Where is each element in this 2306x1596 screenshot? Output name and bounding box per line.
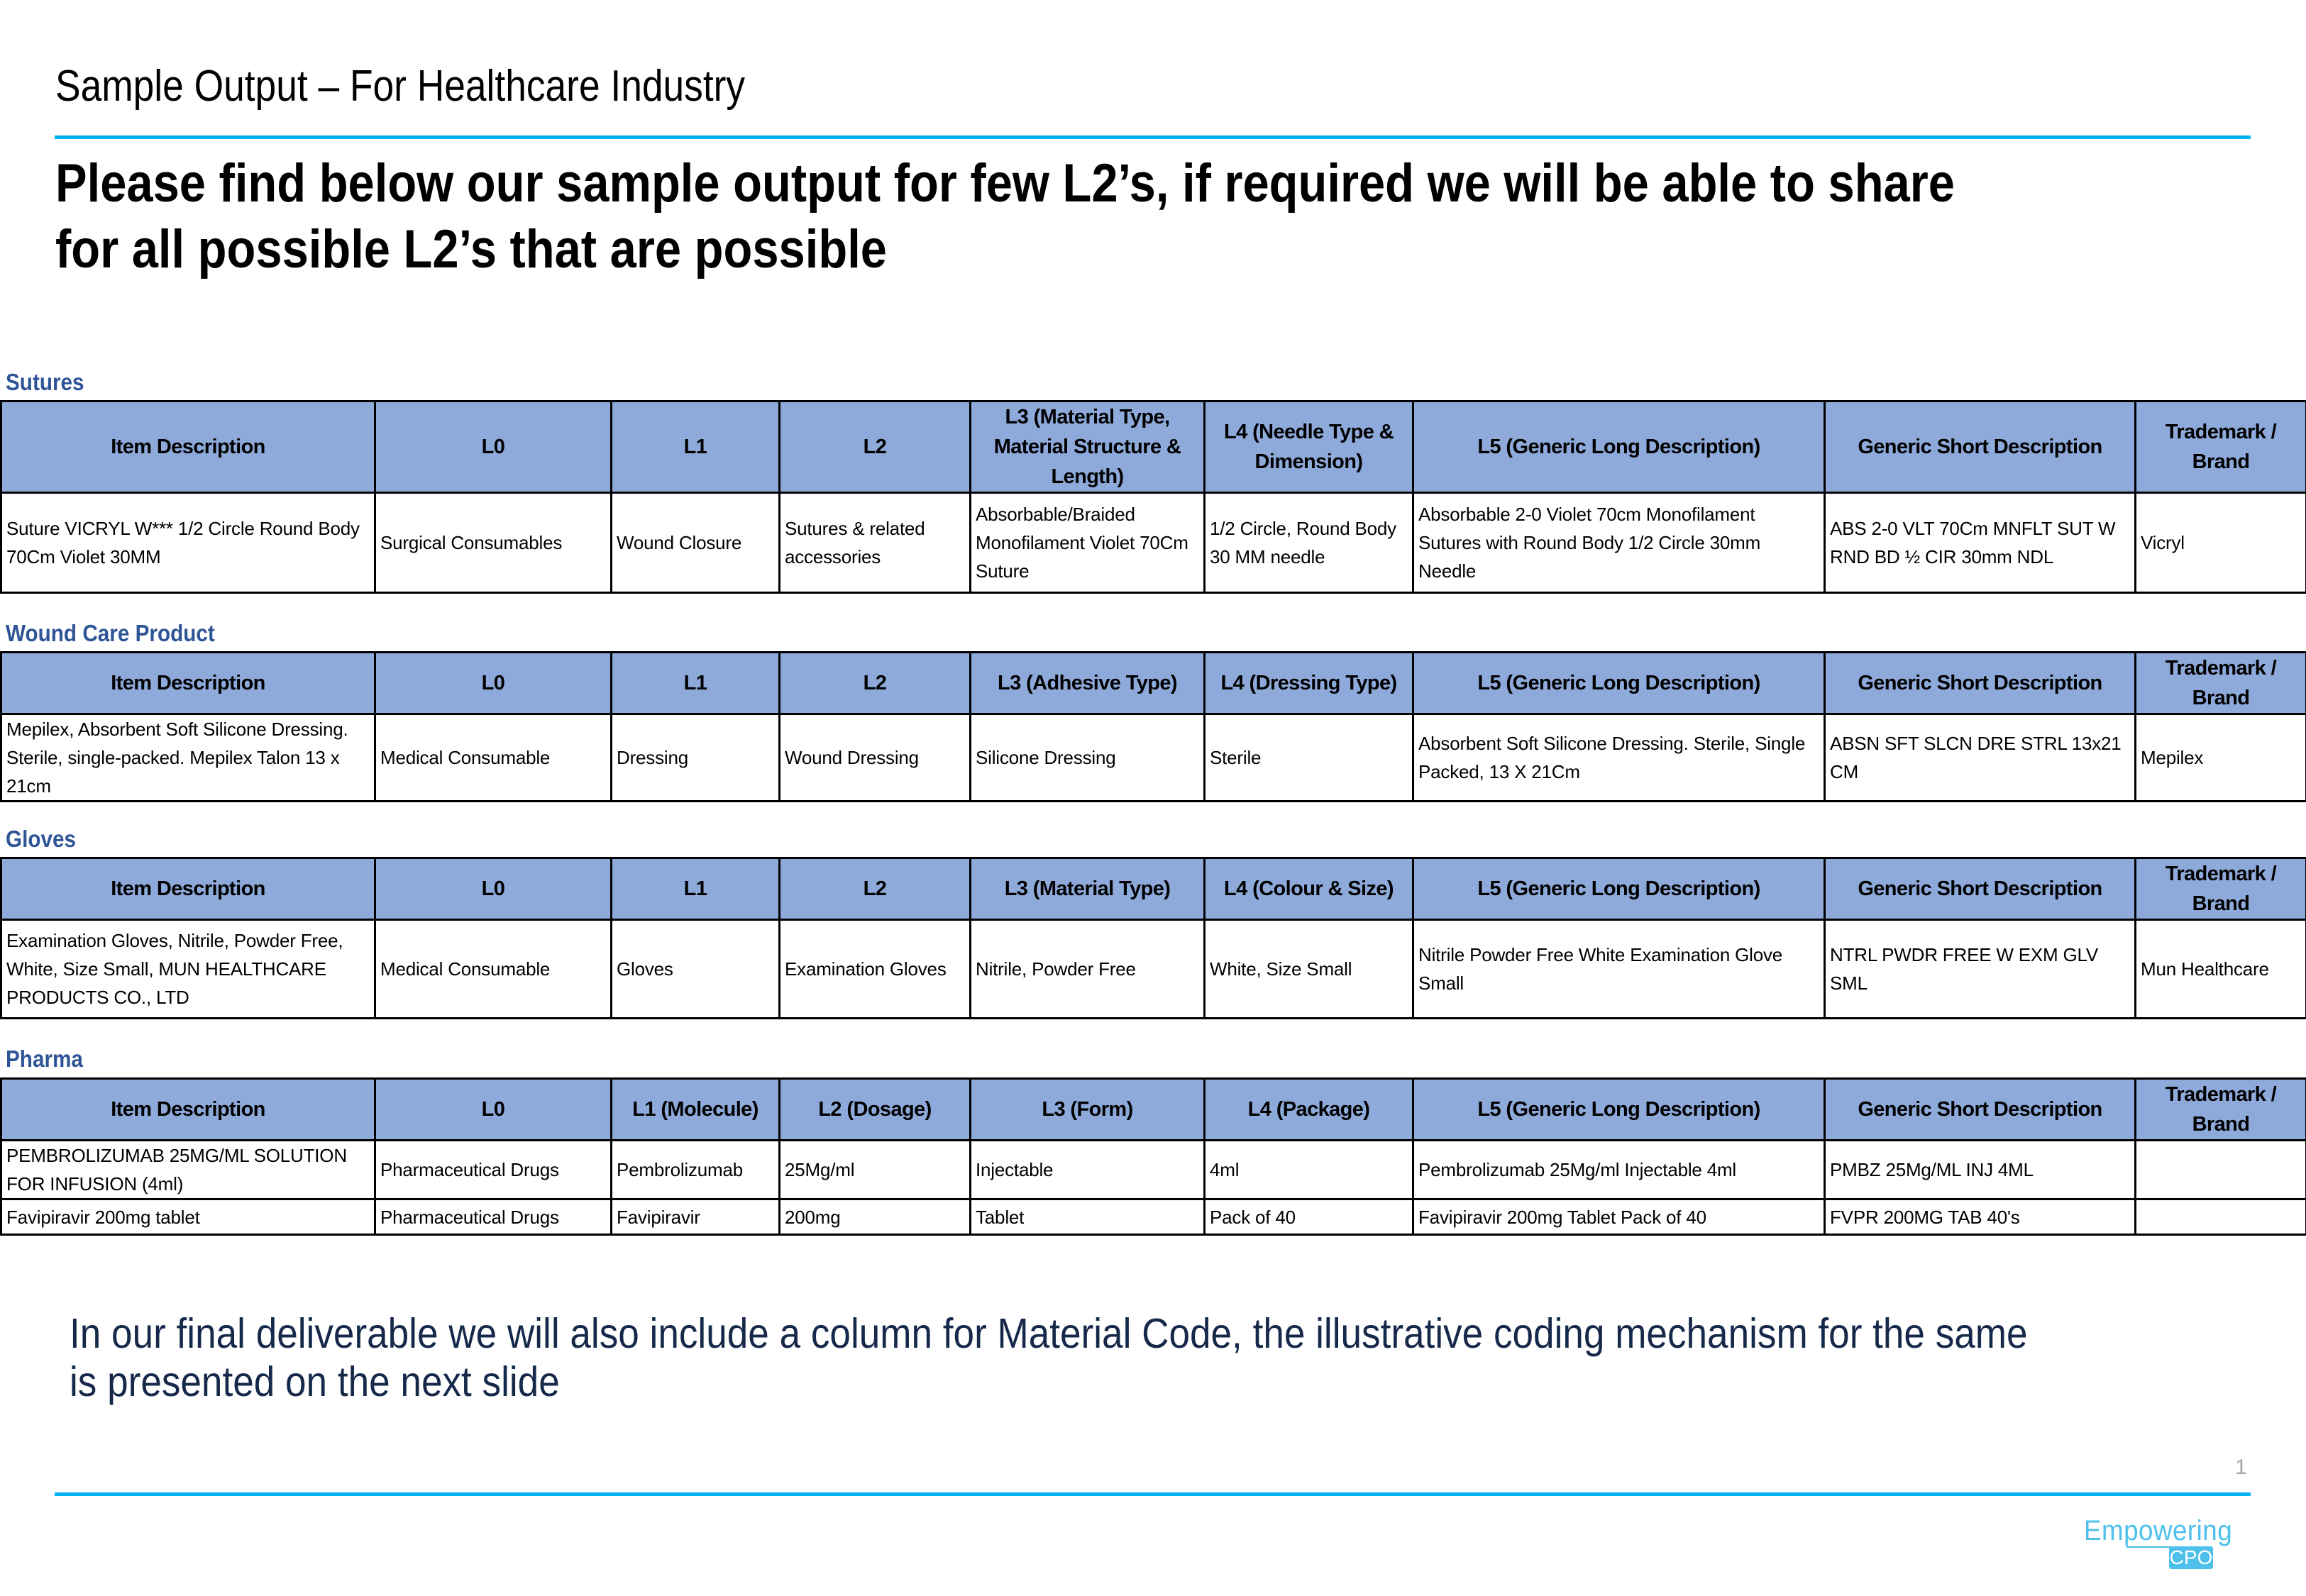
cell-short-description: PMBZ 25Mg/ML INJ 4ML xyxy=(1825,1141,2136,1199)
col-header-item-description: Item Description xyxy=(1,858,375,920)
cell-l3: Absorbable/Braided Monofilament Violet 70Cm Suture xyxy=(971,493,1205,593)
cell-short-description: NTRL PWDR FREE W EXM GLV SML xyxy=(1825,920,2136,1019)
col-header-l3: L3 (Material Type, Material Structure & Length) xyxy=(971,401,1205,493)
footer-note-line-1: In our final deliverable we will also include a column for Material Code, the illustrative coding mechanism for the same xyxy=(70,1310,2028,1357)
footer-note-line-2: is presented on the next slide xyxy=(70,1358,560,1405)
cell-item-description: Examination Gloves, Nitrile, Powder Free, White, Size Small, MUN HEALTHCARE PRODUCTS CO., LTD xyxy=(1,920,375,1019)
logo-wordmark: Empowering xyxy=(2084,1515,2233,1546)
cell-l2: Wound Dressing xyxy=(780,714,971,802)
cell-l4: White, Size Small xyxy=(1205,920,1413,1019)
col-header-l4: L4 (Package) xyxy=(1205,1079,1413,1141)
cell-l5: Absorbable 2-0 Violet 70cm Monofilament Sutures with Round Body 1/2 Circle 30mm Needle xyxy=(1413,493,1825,593)
table-row xyxy=(1,493,2306,593)
col-header-l5: L5 (Generic Long Description) xyxy=(1413,1079,1825,1141)
cell-item-description: Mepilex, Absorbent Soft Silicone Dressing. Sterile, single-packed. Mepilex Talon 13 x 21cm xyxy=(1,714,375,802)
table-gloves xyxy=(0,857,2306,1019)
col-header-trademark: Trademark / Brand xyxy=(2136,1079,2306,1141)
cell-trademark: Vicryl xyxy=(2136,493,2306,593)
cell-l2: 25Mg/ml xyxy=(780,1141,971,1199)
col-header-short-description: Generic Short Description xyxy=(1825,653,2136,714)
col-header-l1: L1 xyxy=(612,858,780,920)
cell-l4: 1/2 Circle, Round Body 30 MM needle xyxy=(1205,493,1413,593)
cell-l0: Pharmaceutical Drugs xyxy=(375,1199,612,1235)
col-header-l2: L2 xyxy=(780,653,971,714)
col-header-trademark: Trademark / Brand xyxy=(2136,653,2306,714)
col-header-l5: L5 (Generic Long Description) xyxy=(1413,401,1825,493)
cell-l1: Favipiravir xyxy=(612,1199,780,1235)
header-row xyxy=(1,1079,2306,1141)
cell-item-description: PEMBROLIZUMAB 25MG/ML SOLUTION FOR INFUSION (4ml) xyxy=(1,1141,375,1199)
table-sutures xyxy=(0,400,2306,594)
cell-short-description: ABSN SFT SLCN DRE STRL 13x21 CM xyxy=(1825,714,2136,802)
headline-line-1: Please find below our sample output for few L2’s, if required we will be able to share xyxy=(55,153,1955,214)
col-header-l2: L2 (Dosage) xyxy=(780,1079,971,1141)
cell-trademark: Mepilex xyxy=(2136,714,2306,802)
section-label-gloves: Gloves xyxy=(6,826,77,852)
col-header-short-description: Generic Short Description xyxy=(1825,858,2136,920)
table-row xyxy=(1,920,2306,1019)
cell-l3: Tablet xyxy=(971,1199,1205,1235)
headline xyxy=(55,150,1955,282)
cell-l4: Sterile xyxy=(1205,714,1413,802)
cell-l5: Nitrile Powder Free White Examination Glove Small xyxy=(1413,920,1825,1019)
col-header-l3: L3 (Adhesive Type) xyxy=(971,653,1205,714)
col-header-l1: L1 xyxy=(612,653,780,714)
cell-l2: 200mg xyxy=(780,1199,971,1235)
cell-l2: Sutures & related accessories xyxy=(780,493,971,593)
cell-l3: Silicone Dressing xyxy=(971,714,1205,802)
cell-l5: Pembrolizumab 25Mg/ml Injectable 4ml xyxy=(1413,1141,1825,1199)
cell-short-description: ABS 2-0 VLT 70Cm MNFLT SUT W RND BD ½ CIR 30mm NDL xyxy=(1825,493,2136,593)
cell-l5: Absorbent Soft Silicone Dressing. Sterile, Single Packed, 13 X 21Cm xyxy=(1413,714,1825,802)
table-row xyxy=(1,1141,2306,1199)
cell-l1: Dressing xyxy=(612,714,780,802)
cell-item-description: Favipiravir 200mg tablet xyxy=(1,1199,375,1235)
col-header-l1: L1 xyxy=(612,401,780,493)
cell-l1: Wound Closure xyxy=(612,493,780,593)
cell-l0: Pharmaceutical Drugs xyxy=(375,1141,612,1199)
col-header-trademark: Trademark / Brand xyxy=(2136,401,2306,493)
col-header-l2: L2 xyxy=(780,858,971,920)
cell-l4: Pack of 40 xyxy=(1205,1199,1413,1235)
cell-item-description: Suture VICRYL W*** 1/2 Circle Round Body 70Cm Violet 30MM xyxy=(1,493,375,593)
company-logo xyxy=(2084,1515,2233,1572)
logo-badge: CPO xyxy=(2169,1546,2213,1568)
header-row xyxy=(1,858,2306,920)
col-header-l0: L0 xyxy=(375,858,612,920)
page-number: 1 xyxy=(2235,1456,2247,1479)
cell-l0: Medical Consumable xyxy=(375,920,612,1019)
col-header-trademark: Trademark / Brand xyxy=(2136,858,2306,920)
footer-note xyxy=(70,1309,2028,1406)
cell-l3: Nitrile, Powder Free xyxy=(971,920,1205,1019)
cell-l4: 4ml xyxy=(1205,1141,1413,1199)
table-row xyxy=(1,714,2306,802)
cell-l0: Medical Consumable xyxy=(375,714,612,802)
header-row xyxy=(1,653,2306,714)
cell-l5: Favipiravir 200mg Tablet Pack of 40 xyxy=(1413,1199,1825,1235)
col-header-l0: L0 xyxy=(375,401,612,493)
cell-l1: Gloves xyxy=(612,920,780,1019)
cell-l2: Examination Gloves xyxy=(780,920,971,1019)
headline-line-2: for all possible L2’s that are possible xyxy=(55,219,887,279)
col-header-l4: L4 (Dressing Type) xyxy=(1205,653,1413,714)
cell-l3: Injectable xyxy=(971,1141,1205,1199)
col-header-l4: L4 (Needle Type & Dimension) xyxy=(1205,401,1413,493)
table-wound-care xyxy=(0,651,2306,802)
col-header-short-description: Generic Short Description xyxy=(1825,1079,2136,1141)
cell-l0: Surgical Consumables xyxy=(375,493,612,593)
slide-title: Sample Output – For Healthcare Industry xyxy=(55,62,746,111)
section-label-sutures: Sutures xyxy=(6,369,84,395)
col-header-item-description: Item Description xyxy=(1,653,375,714)
cell-l1: Pembrolizumab xyxy=(612,1141,780,1199)
cell-trademark xyxy=(2136,1141,2306,1199)
col-header-l5: L5 (Generic Long Description) xyxy=(1413,858,1825,920)
col-header-l0: L0 xyxy=(375,1079,612,1141)
footer-divider xyxy=(55,1492,2251,1496)
col-header-l4: L4 (Colour & Size) xyxy=(1205,858,1413,920)
table-pharma xyxy=(0,1077,2306,1236)
table-row xyxy=(1,1199,2306,1235)
col-header-l0: L0 xyxy=(375,653,612,714)
section-label-wound-care: Wound Care Product xyxy=(6,620,215,646)
cell-trademark xyxy=(2136,1199,2306,1235)
col-header-short-description: Generic Short Description xyxy=(1825,401,2136,493)
col-header-item-description: Item Description xyxy=(1,1079,375,1141)
section-label-pharma: Pharma xyxy=(6,1046,83,1072)
title-divider xyxy=(55,135,2251,139)
header-row xyxy=(1,401,2306,493)
col-header-l3: L3 (Form) xyxy=(971,1079,1205,1141)
col-header-l1: L1 (Molecule) xyxy=(612,1079,780,1141)
col-header-l5: L5 (Generic Long Description) xyxy=(1413,653,1825,714)
cell-short-description: FVPR 200MG TAB 40's xyxy=(1825,1199,2136,1235)
cell-trademark: Mun Healthcare xyxy=(2136,920,2306,1019)
col-header-l2: L2 xyxy=(780,401,971,493)
col-header-item-description: Item Description xyxy=(1,401,375,493)
col-header-l3: L3 (Material Type) xyxy=(971,858,1205,920)
